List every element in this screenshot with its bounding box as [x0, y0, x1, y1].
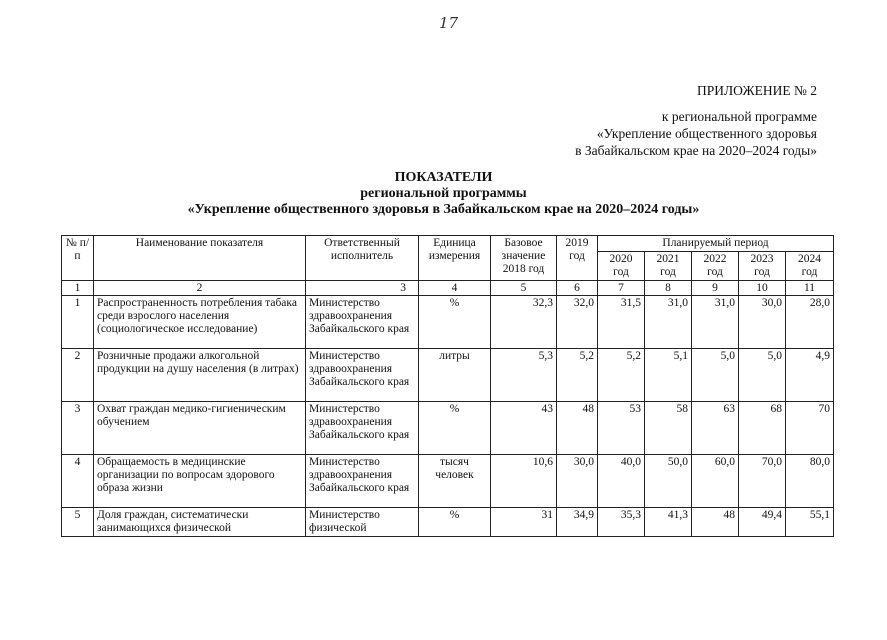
column-number: 2 — [94, 281, 306, 296]
heading-title: ПОКАЗАТЕЛИ — [394, 170, 493, 185]
value-2020: 5,2 — [598, 349, 645, 402]
value-2023: 70,0 — [739, 455, 786, 508]
table-row — [62, 296, 834, 349]
header-2024: 2024 год — [786, 252, 834, 281]
heading-subtitle: региональной программы — [360, 186, 527, 201]
row-num: 4 — [62, 455, 94, 508]
row-num: 3 — [62, 402, 94, 455]
value-2020: 53 — [598, 402, 645, 455]
header-2020: 2020 год — [598, 252, 645, 281]
document-heading — [0, 170, 887, 218]
header-unit: Единица измерения — [419, 236, 491, 281]
value-2021: 58 — [645, 402, 692, 455]
value-2023: 30,0 — [739, 296, 786, 349]
value-2022: 31,0 — [692, 296, 739, 349]
value-2020: 31,5 — [598, 296, 645, 349]
responsible: Министерство здравоохранения Забайкальского края — [306, 296, 419, 349]
page-number: 17 — [438, 14, 459, 32]
table-row — [62, 349, 834, 402]
value-2022: 63 — [692, 402, 739, 455]
column-number: 10 — [739, 281, 786, 296]
header-2019: 2019 год — [557, 236, 598, 281]
base-value: 43 — [491, 402, 557, 455]
indicator-name: Охват граждан медико-гигиеническим обучением — [94, 402, 306, 455]
column-number: 4 — [419, 281, 491, 296]
value-2024: 28,0 — [786, 296, 834, 349]
appendix-line: к региональной программе — [661, 109, 817, 124]
base-value: 31 — [491, 508, 557, 537]
value-2019: 34,9 — [557, 508, 598, 537]
value-2021: 41,3 — [645, 508, 692, 537]
unit: % — [419, 508, 491, 537]
value-2019: 48 — [557, 402, 598, 455]
unit: % — [419, 402, 491, 455]
header-planned-period: Планируемый период — [598, 236, 834, 252]
appendix-line: в Забайкальском крае на 2020–2024 годы» — [575, 143, 817, 158]
header-2023: 2023 год — [739, 252, 786, 281]
value-2019: 5,2 — [557, 349, 598, 402]
base-value: 10,6 — [491, 455, 557, 508]
column-number: 5 — [491, 281, 557, 296]
appendix-line: «Укрепление общественного здоровья — [596, 126, 817, 141]
value-2022: 60,0 — [692, 455, 739, 508]
heading-program-name: «Укрепление общественного здоровья в Забайкальском крае на 2020–2024 годы» — [187, 202, 700, 217]
column-number: 11 — [786, 281, 834, 296]
value-2023: 5,0 — [739, 349, 786, 402]
value-2019: 32,0 — [557, 296, 598, 349]
header-base: Базовое значение 2018 год — [491, 236, 557, 281]
column-number: 7 — [598, 281, 645, 296]
value-2021: 50,0 — [645, 455, 692, 508]
value-2024: 55,1 — [786, 508, 834, 537]
value-2019: 30,0 — [557, 455, 598, 508]
column-number: 3 — [306, 281, 419, 296]
unit: % — [419, 296, 491, 349]
row-num: 5 — [62, 508, 94, 537]
appendix-block — [575, 82, 817, 159]
base-value: 32,3 — [491, 296, 557, 349]
value-2022: 5,0 — [692, 349, 739, 402]
value-2023: 68 — [739, 402, 786, 455]
header-name: Наименование показателя — [94, 236, 306, 281]
header-2022: 2022 год — [692, 252, 739, 281]
indicator-name: Доля граждан, систематически занимающихся физической — [94, 508, 306, 537]
header-responsible: Ответственный исполнитель — [306, 236, 419, 281]
table-row — [62, 402, 834, 455]
column-number-row — [62, 281, 834, 296]
indicator-name: Обращаемость в медицинские организации по вопросам здорового образа жизни — [94, 455, 306, 508]
value-2024: 80,0 — [786, 455, 834, 508]
unit: литры — [419, 349, 491, 402]
column-number: 8 — [645, 281, 692, 296]
column-number: 1 — [62, 281, 94, 296]
responsible: Министерство здравоохранения Забайкальского края — [306, 455, 419, 508]
header-2021: 2021 год — [645, 252, 692, 281]
row-num: 2 — [62, 349, 94, 402]
value-2024: 4,9 — [786, 349, 834, 402]
value-2020: 40,0 — [598, 455, 645, 508]
appendix-title: ПРИЛОЖЕНИЕ № 2 — [696, 83, 817, 98]
column-number: 9 — [692, 281, 739, 296]
unit: тысяч человек — [419, 455, 491, 508]
responsible: Министерство здравоохранения Забайкальского края — [306, 349, 419, 402]
base-value: 5,3 — [491, 349, 557, 402]
responsible: Министерство физической — [306, 508, 419, 537]
table-row — [62, 508, 834, 537]
value-2024: 70 — [786, 402, 834, 455]
header-num: № п/п — [62, 236, 94, 281]
row-num: 1 — [62, 296, 94, 349]
indicators-table — [61, 235, 834, 537]
value-2022: 48 — [692, 508, 739, 537]
indicator-name: Розничные продажи алкогольной продукции на душу населения (в литрах) — [94, 349, 306, 402]
value-2021: 31,0 — [645, 296, 692, 349]
responsible: Министерство здравоохранения Забайкальского края — [306, 402, 419, 455]
table-row — [62, 455, 834, 508]
value-2023: 49,4 — [739, 508, 786, 537]
indicator-name: Распространенность потребления табака среди взрослого населения (социологическое исследование) — [94, 296, 306, 349]
value-2021: 5,1 — [645, 349, 692, 402]
value-2020: 35,3 — [598, 508, 645, 537]
column-number: 6 — [557, 281, 598, 296]
